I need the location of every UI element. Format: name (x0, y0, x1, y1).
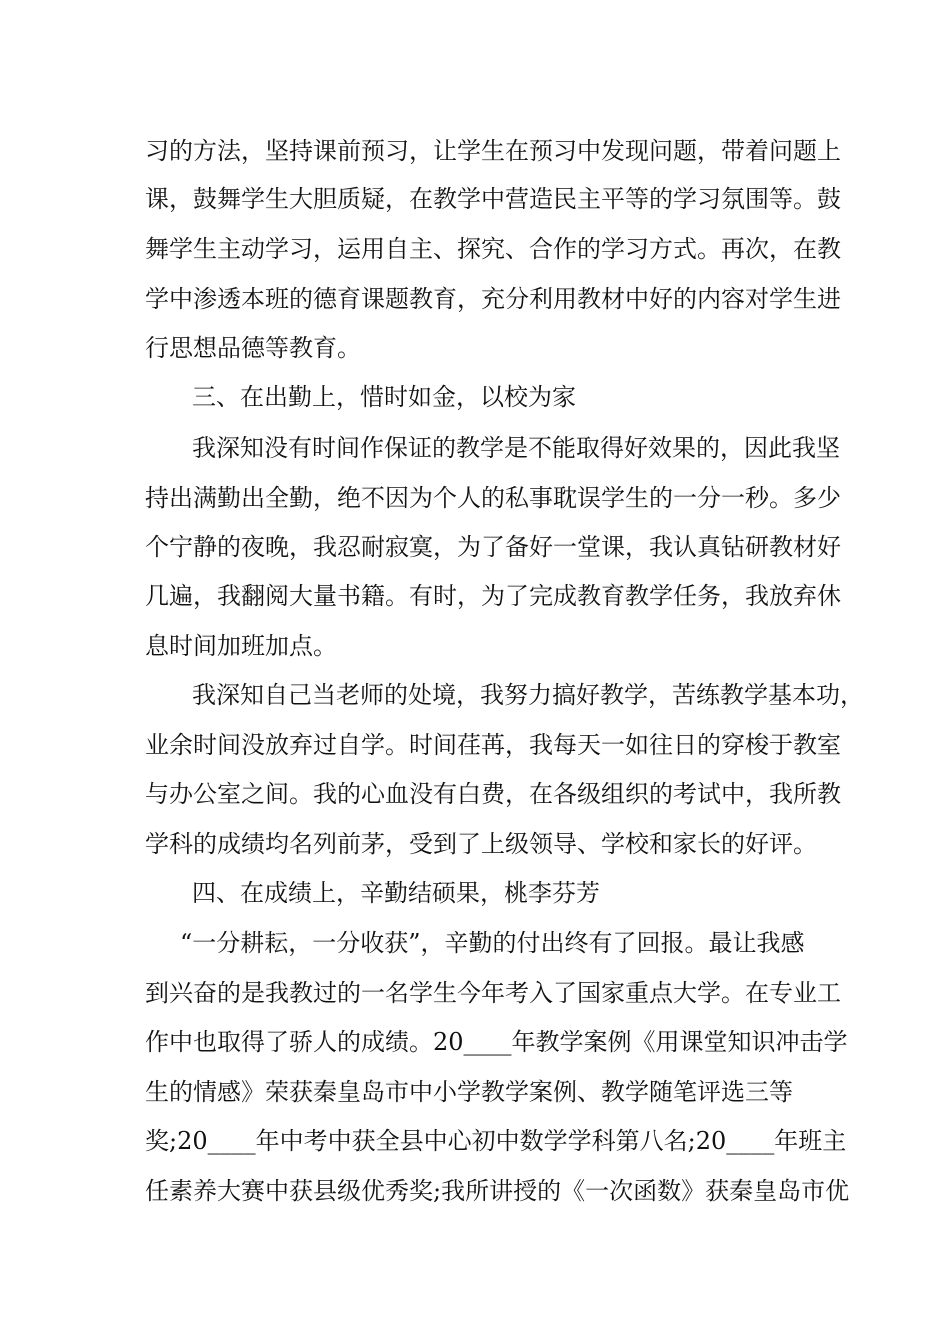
body-line-12: 我深知自己当老师的处境，我努力搞好教学，苦练教学基本功， (192, 681, 864, 709)
body-line-8: 持出满勤出全勤，绝不因为个人的私事耽误学生的一分一秒。多少 (145, 484, 841, 512)
section-heading-3: 三、在出勤上，惜时如金，以校为家 (192, 383, 576, 411)
body-line-5: 行思想品德等教育。 (145, 334, 361, 362)
body-line-3: 舞学生主动学习，运用自主、探究、合作的学习方式。再次，在教 (145, 235, 841, 263)
body-line-19: 作中也取得了骄人的成绩。20____年教学案例《用课堂知识冲击学 (145, 1028, 848, 1056)
body-line-4: 学中渗透本班的德育课题教育，充分利用教材中好的内容对学生进 (145, 285, 841, 313)
body-line-20: 生的情感》荣获秦皇岛市中小学教学案例、教学随笔评选三等 (145, 1078, 793, 1106)
body-line-18: 到兴奋的是我教过的一名学生今年考入了国家重点大学。在专业工 (145, 979, 841, 1007)
section-heading-4: 四、在成绩上，辛勤结硕果，桃李芬芳 (192, 879, 600, 907)
body-line-15: 学科的成绩均名列前茅，受到了上级领导、学校和家长的好评。 (145, 830, 817, 858)
body-line-22: 任素养大赛中获县级优秀奖;我所讲授的《一次函数》获秦皇岛市优 (145, 1177, 850, 1205)
body-line-9: 个宁静的夜晚，我忍耐寂寞，为了备好一堂课，我认真钻研教材好 (145, 533, 841, 561)
body-line-2: 课，鼓舞学生大胆质疑，在教学中营造民主平等的学习氛围等。鼓 (145, 185, 841, 213)
body-line-17: “一分耕耘，一分收获”，辛勤的付出终有了回报。最让我感 (180, 929, 805, 957)
body-line-21: 奖;20____年中考中获全县中心初中数学学科第八名;20____年班主 (145, 1127, 847, 1155)
body-line-14: 与办公室之间。我的心血没有白费，在各级组织的考试中，我所教 (145, 780, 841, 808)
body-line-11: 息时间加班加点。 (145, 632, 337, 660)
body-line-13: 业余时间没放弃过自学。时间荏苒，我每天一如往日的穿梭于教室 (145, 731, 841, 759)
body-line-10: 几遍，我翻阅大量书籍。有时，为了完成教育教学任务，我放弃休 (145, 582, 841, 610)
body-line-1: 习的方法，坚持课前预习，让学生在预习中发现问题，带着问题上 (145, 137, 841, 165)
body-line-7: 我深知没有时间作保证的教学是不能取得好效果的，因此我坚 (192, 434, 840, 462)
